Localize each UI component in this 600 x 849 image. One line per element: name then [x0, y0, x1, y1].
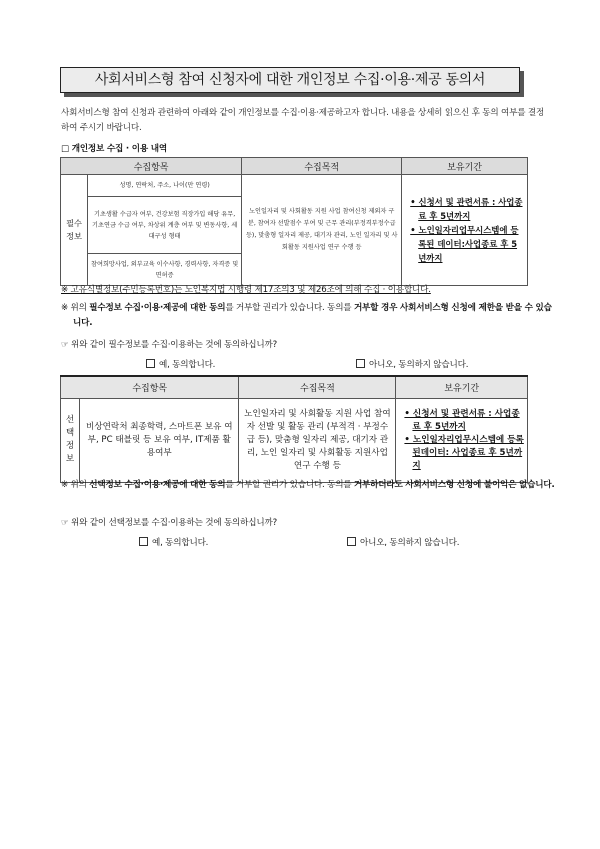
col-header-purpose: 수집목적 [239, 376, 396, 398]
checkbox-agree[interactable] [146, 359, 155, 368]
retention-line: • 노인일자리업무시스템에 등록된데이터: 사업종료 후 5년까지 [404, 434, 524, 471]
optional-refuse-note [61, 478, 559, 493]
required-item: 기초생활 수급자 여부, 건강보험 직장가입 해당 유무, 기초연금 수급 여부, 차상위 계층 여부 및 변동사항, 세대구성 형태 [88, 197, 242, 254]
optional-purpose: 노인일자리 및 사회활동 지원 사업 참여자 선발 및 활동 관리 (부적격 · 부정수급 등), 맞춤형 일자리 제공, 대기자 관리, 노인 일자리 및 사회활동 지원사업 연구 수행 등 [239, 398, 396, 482]
required-item: 성명, 연락처, 주소, 나이(만 연령) [88, 175, 242, 197]
required-retention [402, 175, 528, 286]
note-text: 를 거부할 권리가 있습니다. 동의를 [225, 303, 354, 313]
required-refuse-note [61, 301, 559, 331]
optional-consent-question: ☞ 위와 같이 선택정보를 수집·이용하는 것에 동의하십니까? [61, 518, 277, 528]
checkbox-agree[interactable] [139, 537, 148, 546]
agree-label: 예, 동의합니다. [152, 538, 209, 548]
note-bold-text: 필수정보 수집·이용·제공에 대한 동의 [89, 303, 226, 313]
retention-line: • 신청서 및 관련서류 : 사업종료 후 5년까지 [410, 197, 523, 221]
document-title: 사회서비스형 참여 신청자에 대한 개인정보 수집·이용·제공 동의서 [60, 67, 520, 93]
checkbox-disagree[interactable] [347, 537, 356, 546]
col-header-items: 수집항목 [61, 158, 242, 175]
required-item: 참여희망사업, 외부교육 이수사항, 경력사항, 자격증 및 면허증 [88, 254, 242, 286]
col-header-purpose: 수집목적 [242, 158, 402, 175]
note-text: ※ 위의 [61, 303, 90, 313]
row-label-optional: 선택 정보 [61, 398, 80, 482]
note-bold-text: 거부하더라도 사회서비스형 신청에 불이익은 없습니다. [353, 480, 555, 490]
required-consent-question: ☞ 위와 같이 필수정보를 수집·이용하는 것에 동의하십니까? [61, 340, 277, 350]
retention-line: • 신청서 및 관련서류 : 사업종료 후 5년까지 [404, 408, 520, 432]
optional-info-table [60, 375, 528, 483]
section1-title: □ 개인정보 수집 · 이용 내역 [61, 144, 167, 154]
note-bold-text: 거부할 경우 사회서비스형 신청에 제한을 받을 수 있습니다. [73, 303, 552, 328]
disagree-label: 아니오, 동의하지 않습니다. [360, 538, 460, 548]
note-text: 를 거부할 권리가 있습니다. 동의를 [225, 480, 354, 490]
note-text: ※ 위의 [61, 480, 90, 490]
optional-disagree-option[interactable] [347, 536, 459, 548]
agree-label: 예, 동의합니다. [159, 360, 216, 370]
required-info-table [60, 157, 528, 286]
col-header-items: 수집항목 [61, 376, 239, 398]
note-bold-text: 선택정보 수집·이용·제공에 대한 동의 [89, 480, 226, 490]
intro-text: 사회서비스형 참여 신청과 관련하여 아래와 같이 개인정보를 수집·이용·제공하고자 합니다. 내용을 상세히 읽으신 후 동의 여부를 결정하여 주시기 바랍니다. [61, 108, 545, 133]
disagree-label: 아니오, 동의하지 않습니다. [369, 360, 469, 370]
optional-retention [396, 398, 528, 482]
required-agree-option[interactable] [146, 358, 215, 370]
col-header-retention: 보유기간 [396, 376, 528, 398]
required-purpose: 노인일자리 및 사회활동 지원 사업 참여신청 제외자 구분, 참여자 선발점수 부여 및 근무 관리(부정격부정수급 등), 맞춤형 일자리 제공, 대기자 관리, 노인 일자리 및 사회활동 지원사업 연구 수행 등 [242, 175, 402, 286]
title-block [60, 67, 520, 93]
row-label-required: 필수 정보 [61, 175, 88, 286]
col-header-retention: 보유기간 [402, 158, 528, 175]
optional-items: 비상연락처 최종학력, 스마트폰 보유 여부, PC 태블릿 등 보유 여부, IT제품 활용여부 [80, 398, 239, 482]
retention-line: • 노인일자리업무시스템에 등록된 데이터:사업종료 후 5년까지 [410, 225, 519, 263]
required-disagree-option[interactable] [356, 358, 468, 370]
unique-id-note: ※ 고유식별정보(주민등록번호)는 노인복지법 시행령 제17조의3 및 제26조에 의해 수집 · 이용합니다. [61, 285, 431, 295]
checkbox-disagree[interactable] [356, 359, 365, 368]
optional-agree-option[interactable] [139, 536, 208, 548]
